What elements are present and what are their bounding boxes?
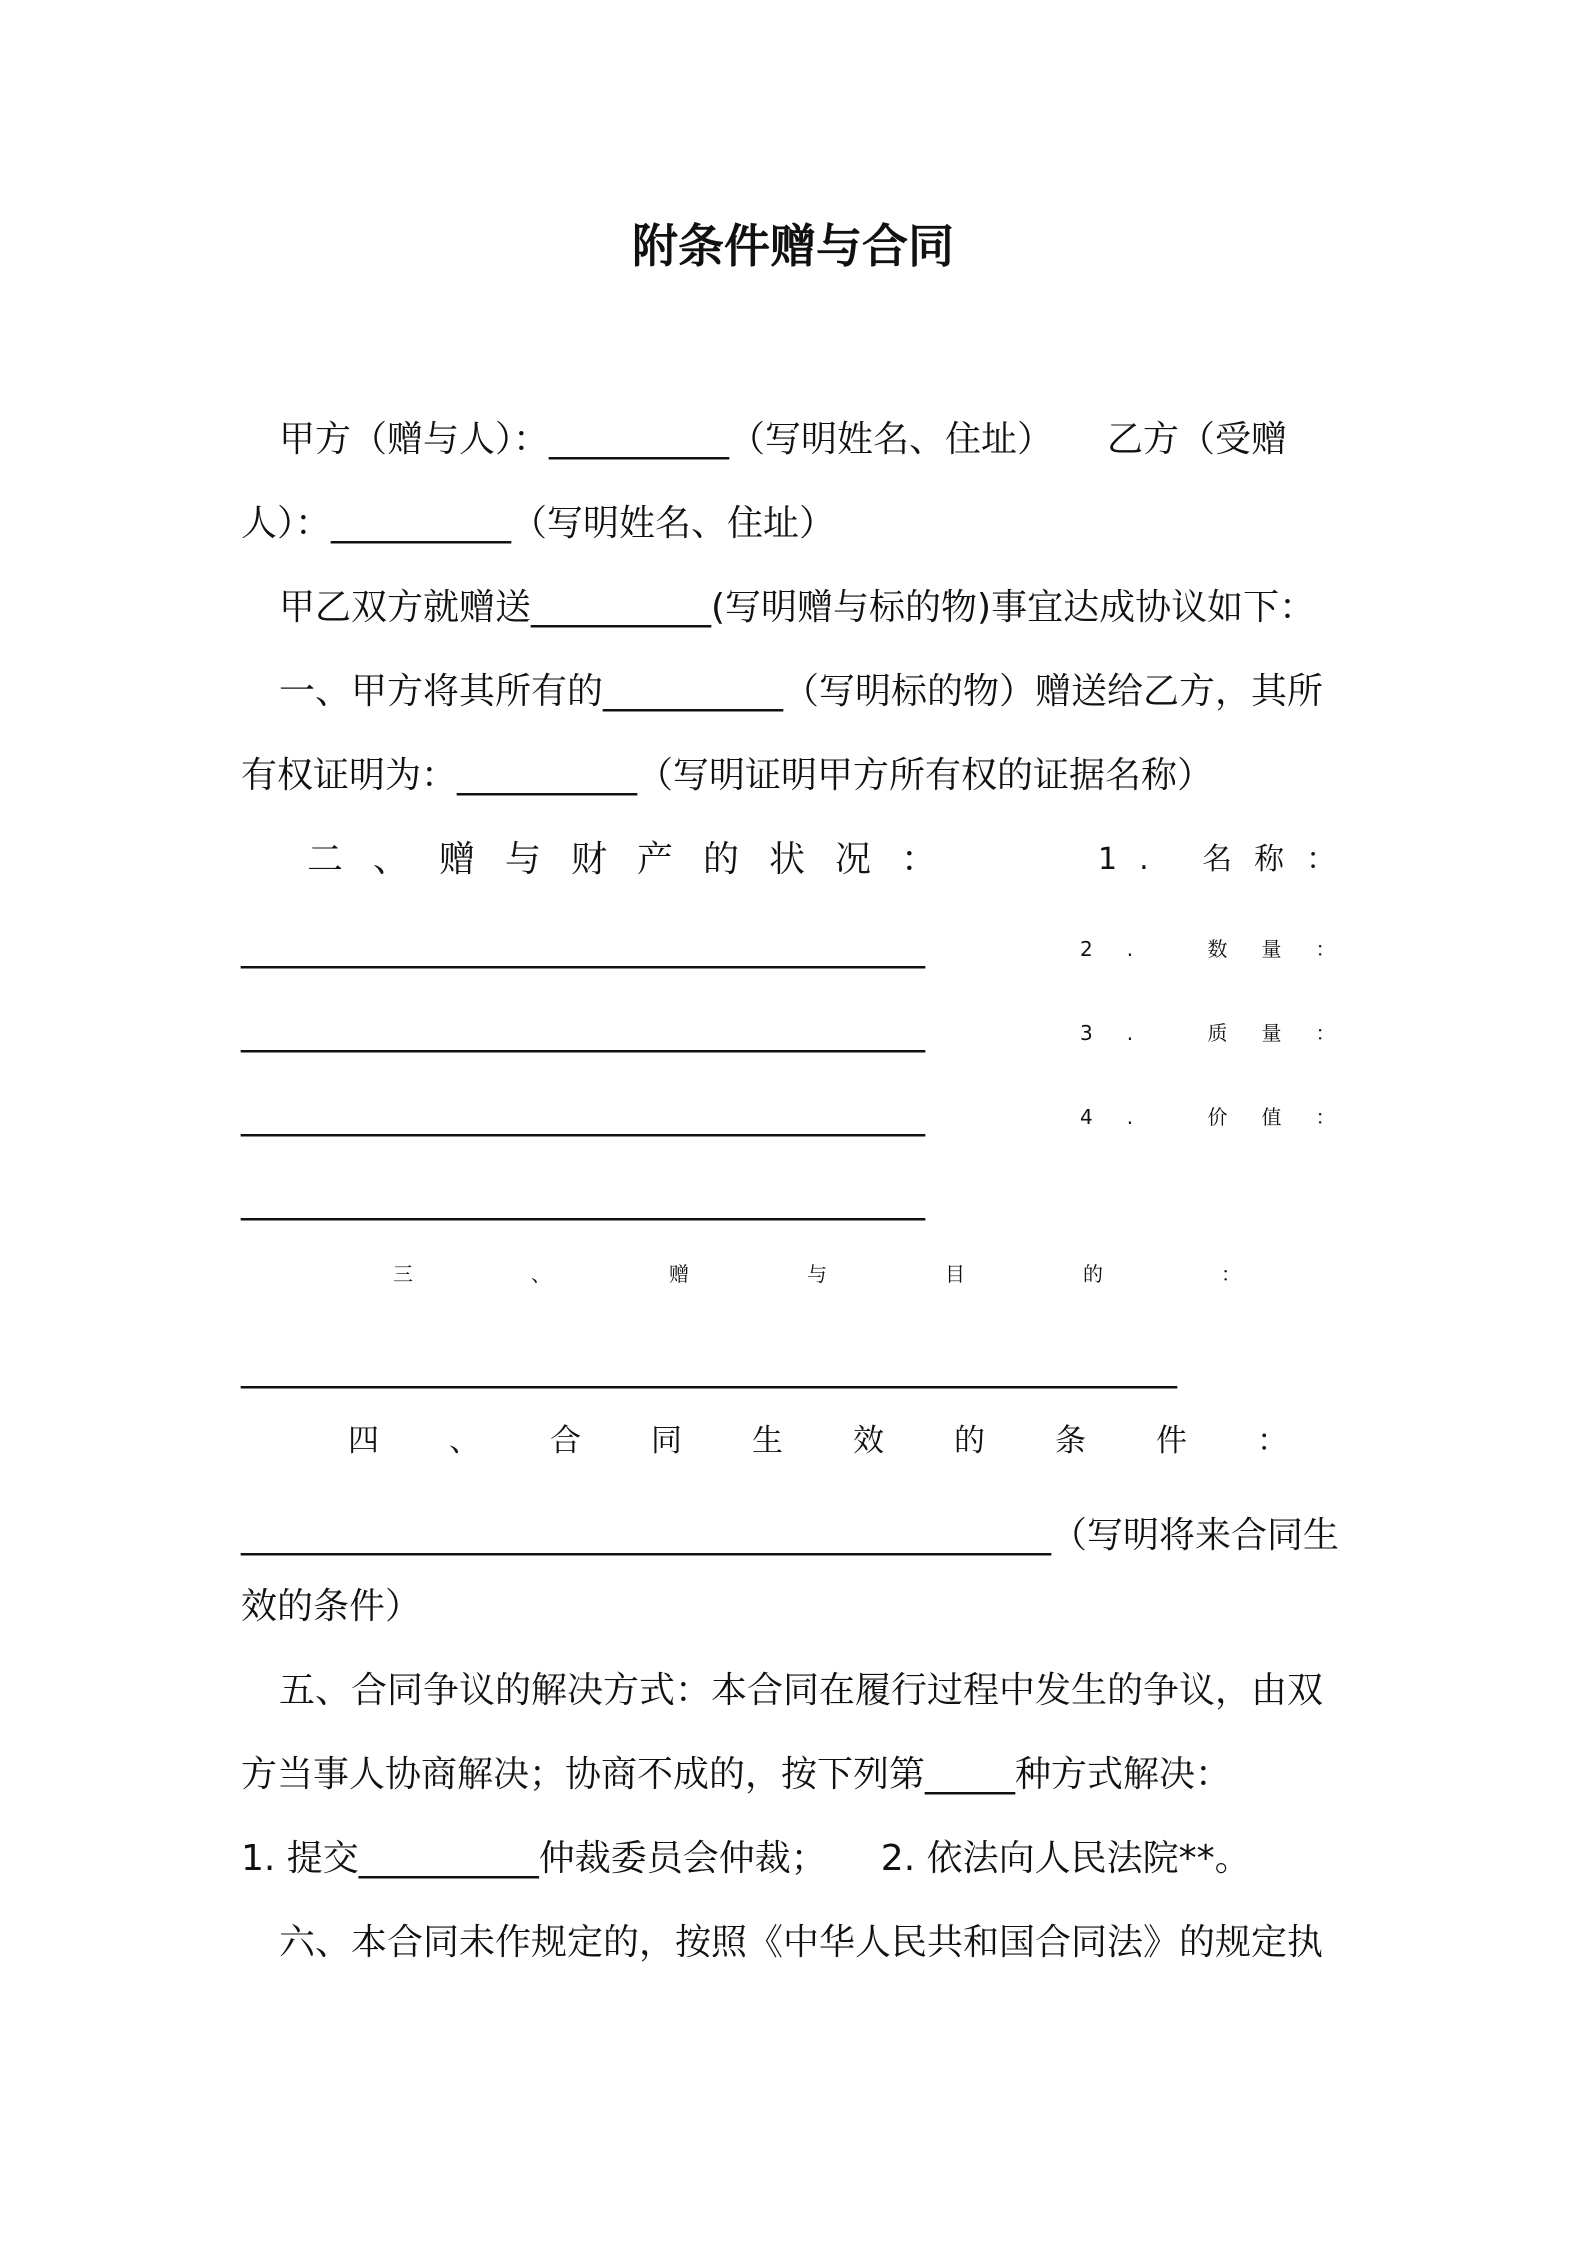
clause-3-heading: 三、赠与目的： [393, 1262, 1359, 1286]
clause-4-heading: 四、合同生效的条件： [348, 1423, 1358, 1459]
condition-line-2: 效的条件） [241, 1586, 422, 1627]
agreement-intro: 甲乙双方就赠送__________(写明赠与标的物)事宜达成协议如下： [279, 587, 1316, 628]
property-blank-3: ______________________________________ [241, 1096, 925, 1137]
clause-6-line-1: 六、本合同未作规定的，按照《中华人民共和国合同法》的规定执 [279, 1922, 1324, 1963]
document-title: 附条件赠与合同 [632, 219, 954, 273]
clause-5-line-2: 方当事人协商解决；协商不成的，按下列第_____种方式解决： [241, 1754, 1232, 1795]
clause-5-line-3: 1. 提交__________仲裁委员会仲裁； 2. 依法向人民法院**。 [241, 1838, 1251, 1879]
property-name-label: 1. 名称： [1098, 842, 1359, 877]
clause-1-line-1: 一、甲方将其所有的__________（写明标的物）赠送给乙方，其所 [279, 671, 1324, 712]
property-blank-1: ______________________________________ [241, 928, 925, 969]
property-quality-label: 3. 质量： [1080, 1021, 1370, 1045]
party-b-line: 人）：__________（写明姓名、住址） [241, 503, 836, 544]
clause-5-line-1: 五、合同争议的解决方式：本合同在履行过程中发生的争议，由双 [279, 1670, 1324, 1711]
property-blank-2: ______________________________________ [241, 1012, 925, 1053]
property-quantity-label: 2. 数量： [1080, 937, 1370, 961]
condition-line-1: _____________________________________________（写明将来合同生 [241, 1515, 1340, 1556]
clause-2-heading: 二、赠与财产的状况： [307, 839, 968, 880]
party-a-line: 甲方（赠与人）：__________（写明姓名、住址） 乙方（受赠 [279, 419, 1288, 460]
property-blank-4: ______________________________________ [241, 1180, 925, 1221]
property-value-label: 4. 价值： [1080, 1105, 1370, 1129]
purpose-blank: ____________________________________________________ [241, 1348, 1177, 1389]
clause-1-line-2: 有权证明为：__________（写明证明甲方所有权的证据名称） [241, 755, 1214, 796]
